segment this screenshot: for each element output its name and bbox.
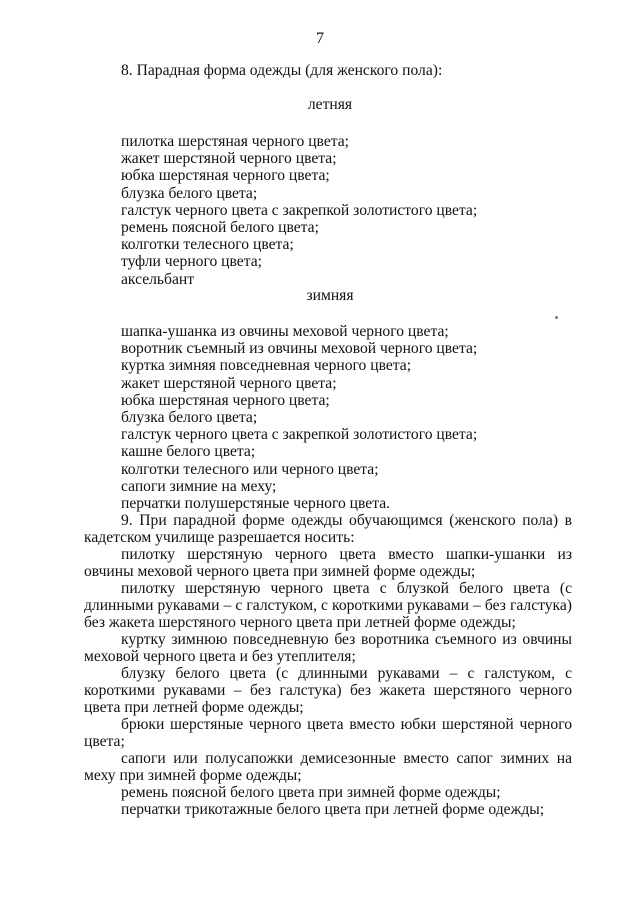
list-item: воротник съемный из овчины меховой черного цвета; [121, 340, 478, 358]
paragraph: блузку белого цвета (с длинными рукавами – с галстуком, с короткими рукавами – без галстука) без жакета шерстяного черного цвета при летней форме одежды; [84, 665, 572, 716]
paragraph: пилотку шерстяную черного цвета с блузкой белого цвета (с длинными рукавами – с галстуком, с короткими рукавами – без галстука) без жакета шерстяного черного цвета при летней форме одежды; [84, 580, 572, 631]
paragraph: пилотку шерстяную черного цвета вместо шапки-ушанки из овчины меховой черного цвета при зимней форме одежды; [84, 546, 572, 580]
list-item: кашне белого цвета; [121, 443, 256, 461]
list-item: блузка белого цвета; [121, 184, 258, 202]
list-item: колготки телесного цвета; [121, 236, 294, 254]
list-item: жакет шерстяной черного цвета; [121, 150, 337, 168]
list-item: юбка шерстяная черного цвета; [121, 167, 330, 185]
paragraph: перчатки трикотажные белого цвета при летней форме одежды; [121, 801, 545, 818]
list-item: шапка-ушанка из овчины меховой черного цвета; [121, 323, 449, 340]
paragraph: брюки шерстяные черного цвета вместо юбки шерстяной черного цвета; [84, 716, 572, 750]
list-item: аксельбант [121, 270, 195, 288]
list-item: сапоги зимние на меху; [121, 477, 277, 495]
list-item: галстук черного цвета с закрепкой золотистого цвета; [121, 426, 478, 444]
page-number: 7 [316, 30, 324, 47]
list-item: колготки телесного или черного цвета; [121, 460, 379, 478]
list-item: блузка белого цвета; [121, 408, 258, 426]
list-item: жакет шерстяной черного цвета; [121, 374, 337, 392]
list-item: туфли черного цвета; [121, 253, 262, 271]
list-item: ремень поясной белого цвета; [121, 218, 319, 236]
paragraph: куртку зимнюю повседневную без воротника съемного из овчины меховой черного цвета и без утеплителя; [84, 631, 572, 665]
paragraph: сапоги или полусапожки демисезонные вместо сапог зимних на меху при зимней форме одежды; [84, 750, 572, 784]
list-item: перчатки полушерстяные черного цвета. [121, 494, 391, 512]
list-item: юбка шерстяная черного цвета; [121, 391, 330, 409]
paragraph: 9. При парадной форме одежды обучающимся (женского пола) в кадетском училище разрешается носить: [84, 512, 572, 546]
section-8-heading: 8. Парадная форма одежды (для женского пола): [121, 62, 443, 79]
list-item: галстук черного цвета с закрепкой золотистого цвета; [121, 201, 478, 219]
list-item: куртка зимняя повседневная черного цвета; [121, 357, 412, 375]
summer-items-list [121, 133, 477, 288]
summer-subheading: летняя [307, 96, 353, 113]
winter-subheading: зимняя [306, 287, 354, 304]
list-item: пилотка шерстяная черного цвета; [121, 133, 350, 150]
section-9 [84, 512, 572, 818]
winter-items-list [121, 323, 477, 512]
scan-speck [555, 316, 558, 319]
paragraph: ремень поясной белого цвета при зимней форме одежды; [121, 784, 501, 801]
